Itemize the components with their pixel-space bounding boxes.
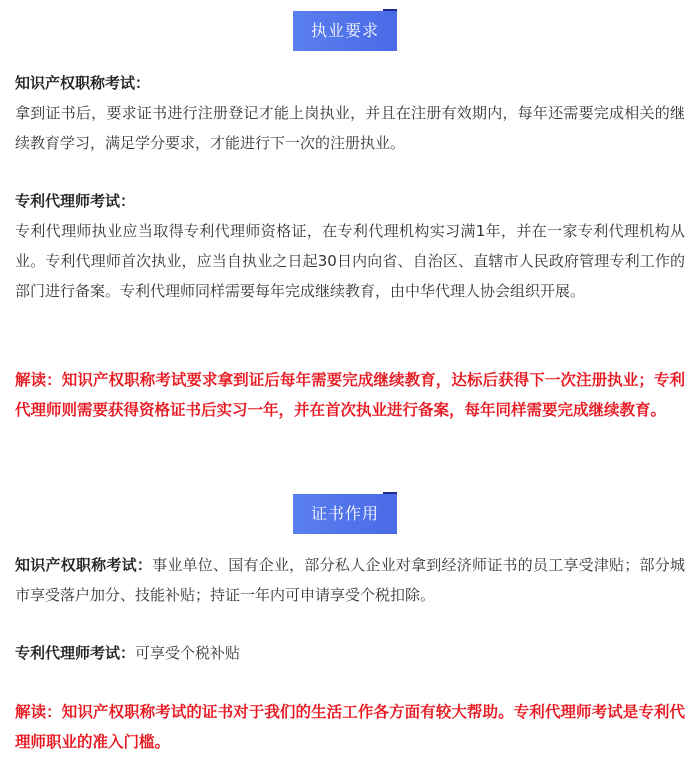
zhuanli-benefit-block <box>15 638 685 668</box>
paragraph-text: 专利代理师执业应当取得专利代理师资格证，在专利代理机构实习满1年，并在一家专利代理机构从业。专利代理师首次执业，应当自执业之日起30日内向省、自治区、直辖市人民政府管理专利工作的部门进行备案。专利代理师同样需要每年完成继续教育，由中华代理人协会组织开展。 <box>15 222 685 300</box>
exam-label: 知识产权职称考试： <box>15 556 153 574</box>
exam-label: 知识产权职称考试： <box>15 74 151 92</box>
section-badge: 证书作用 <box>293 494 397 534</box>
paragraph <box>15 550 685 610</box>
exam-label: 专利代理师考试： <box>15 192 136 210</box>
section-header-certificate-benefits <box>293 494 397 534</box>
interpretation-text: 解读：知识产权职称考试的证书对于我们的生活工作各方面有较大帮助。专利代理师考试是专利代理师职业的准入门槛。 <box>15 703 685 751</box>
interpretation-block <box>15 365 685 425</box>
interpretation-block <box>15 697 685 757</box>
paragraph <box>15 638 685 668</box>
zhuanli-requirement-block <box>15 186 685 306</box>
paragraph-text: 事业单位、国有企业，部分私人企业对拿到经济师证书的员工享受津贴；部分城市享受落户加分、技能补贴；持证一年内可申请享受个税扣除。 <box>15 556 685 604</box>
zhishi-benefit-block <box>15 550 685 610</box>
section-badge: 执业要求 <box>293 11 397 51</box>
exam-label: 专利代理师考试： <box>15 644 136 662</box>
paragraph-text: 可享受个税补贴 <box>135 644 241 662</box>
section-header-practice-requirements <box>293 11 397 51</box>
paragraph-text: 拿到证书后，要求证书进行注册登记才能上岗执业，并且在注册有效期内，每年还需要完成相关的继续教育学习，满足学分要求，才能进行下一次的注册执业。 <box>15 104 685 152</box>
zhishi-requirement-block <box>15 68 685 158</box>
interpretation-text: 解读：知识产权职称考试要求拿到证后每年需要完成继续教育，达标后获得下一次注册执业；专利代理师则需要获得资格证书后实习一年，并在首次执业进行备案，每年同样需要完成继续教育。 <box>15 371 685 419</box>
